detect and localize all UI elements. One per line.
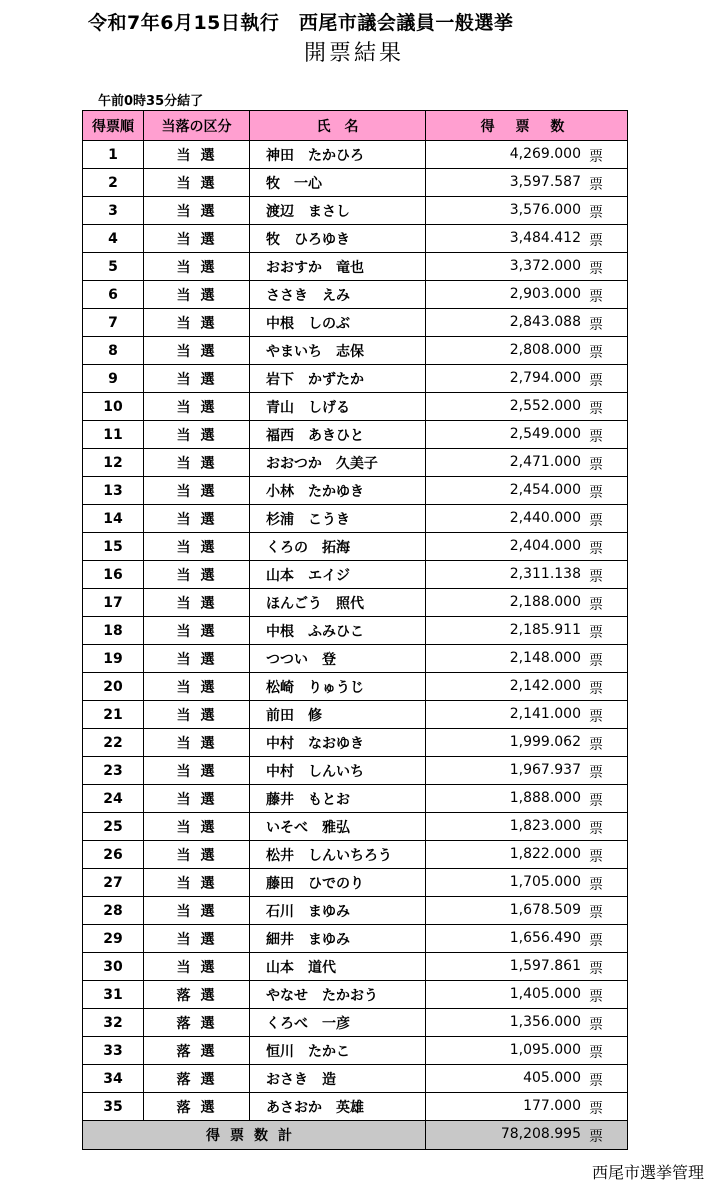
status-cell <box>144 393 250 421</box>
votes-cell <box>426 309 628 337</box>
table-row <box>83 1037 628 1065</box>
votes-cell <box>426 1065 628 1093</box>
status-cell <box>144 645 250 673</box>
rank-cell: 35 <box>83 1093 144 1121</box>
count-end-time: 午前0時35分結了 <box>98 94 204 109</box>
status-text: 当選 <box>176 623 225 640</box>
status-cell <box>144 365 250 393</box>
name-cell: おおつか 久美子 <box>250 449 426 477</box>
rank-cell: 10 <box>83 393 144 421</box>
votes-value: 2,188.000 <box>509 594 581 610</box>
votes-cell <box>426 449 628 477</box>
votes-value: 1,888.000 <box>509 790 581 806</box>
vote-unit: 票 <box>589 289 603 305</box>
vote-unit: 票 <box>589 1073 603 1089</box>
name-cell: 前田 修 <box>250 701 426 729</box>
table-row <box>83 897 628 925</box>
vote-unit: 票 <box>589 821 603 837</box>
name-cell: 岩下 かずたか <box>250 365 426 393</box>
total-votes: 78,208.995 <box>500 1126 581 1142</box>
votes-cell <box>426 337 628 365</box>
status-cell <box>144 925 250 953</box>
table-row <box>83 785 628 813</box>
table-row <box>83 589 628 617</box>
votes-cell <box>426 785 628 813</box>
table-row <box>83 953 628 981</box>
status-text: 当選 <box>176 931 225 948</box>
rank-cell: 16 <box>83 561 144 589</box>
votes-value: 2,440.000 <box>509 510 581 526</box>
name-cell: 山本 道代 <box>250 953 426 981</box>
votes-value: 1,597.861 <box>509 958 581 974</box>
page-subtitle: 開票結果 <box>303 41 404 66</box>
name-cell: いそべ 雅弘 <box>250 813 426 841</box>
votes-value: 1,356.000 <box>509 1014 581 1030</box>
rank-cell: 12 <box>83 449 144 477</box>
vote-unit: 票 <box>589 261 603 277</box>
votes-cell <box>426 925 628 953</box>
rank-cell: 15 <box>83 533 144 561</box>
votes-cell <box>426 1093 628 1121</box>
name-cell: おさき 造 <box>250 1065 426 1093</box>
votes-value: 4,269.000 <box>509 146 581 162</box>
status-text: 当選 <box>176 567 225 584</box>
votes-value: 2,794.000 <box>509 370 581 386</box>
votes-value: 3,576.000 <box>509 202 581 218</box>
votes-cell <box>426 869 628 897</box>
votes-value: 1,823.000 <box>509 818 581 834</box>
table-row <box>83 701 628 729</box>
name-cell: 山本 エイジ <box>250 561 426 589</box>
name-cell: ほんごう 照代 <box>250 589 426 617</box>
table-row <box>83 813 628 841</box>
votes-value: 2,141.000 <box>509 706 581 722</box>
vote-unit: 票 <box>589 737 603 753</box>
name-cell: 福西 あきひと <box>250 421 426 449</box>
rank-cell: 20 <box>83 673 144 701</box>
votes-value: 2,808.000 <box>509 342 581 358</box>
table-row <box>83 477 628 505</box>
table-row <box>83 169 628 197</box>
status-text: 落選 <box>176 1015 225 1032</box>
status-text: 当選 <box>176 903 225 920</box>
status-text: 当選 <box>176 315 225 332</box>
status-text: 当選 <box>176 259 225 276</box>
name-cell: 牧 ひろゆき <box>250 225 426 253</box>
vote-unit: 票 <box>589 485 603 501</box>
name-cell: 青山 しげる <box>250 393 426 421</box>
status-text: 当選 <box>176 651 225 668</box>
votes-cell <box>426 729 628 757</box>
vote-unit: 票 <box>589 793 603 809</box>
vote-unit: 票 <box>589 989 603 1005</box>
table-row <box>83 365 628 393</box>
status-text: 落選 <box>176 1043 225 1060</box>
vote-unit: 票 <box>589 401 603 417</box>
name-cell: 藤井 もとお <box>250 785 426 813</box>
status-cell <box>144 1009 250 1037</box>
vote-unit: 票 <box>589 149 603 165</box>
vote-unit: 票 <box>589 653 603 669</box>
status-cell <box>144 785 250 813</box>
status-cell <box>144 477 250 505</box>
votes-cell <box>426 813 628 841</box>
vote-unit: 票 <box>589 625 603 641</box>
votes-cell <box>426 1037 628 1065</box>
rank-cell: 3 <box>83 197 144 225</box>
votes-value: 2,903.000 <box>509 286 581 302</box>
table-row <box>83 1009 628 1037</box>
status-cell <box>144 309 250 337</box>
table-row <box>83 925 628 953</box>
status-text: 当選 <box>176 455 225 472</box>
table-row <box>83 393 628 421</box>
name-cell: 中根 しのぶ <box>250 309 426 337</box>
status-cell <box>144 1037 250 1065</box>
vote-unit: 票 <box>589 541 603 557</box>
header-rank: 得票順 <box>83 111 144 141</box>
total-label: 得票数計 <box>83 1121 426 1150</box>
votes-cell <box>426 281 628 309</box>
name-cell: あさおか 英雄 <box>250 1093 426 1121</box>
votes-cell <box>426 141 628 169</box>
vote-unit: 票 <box>589 1101 603 1117</box>
name-cell: 藤田 ひでのり <box>250 869 426 897</box>
status-cell <box>144 197 250 225</box>
table-row <box>83 533 628 561</box>
header-votes: 得 票 数 <box>426 111 628 141</box>
vote-unit: 票 <box>589 1017 603 1033</box>
votes-cell <box>426 645 628 673</box>
vote-unit: 票 <box>589 905 603 921</box>
status-text: 当選 <box>176 959 225 976</box>
name-cell: 神田 たかひろ <box>250 141 426 169</box>
status-text: 当選 <box>176 427 225 444</box>
votes-value: 177.000 <box>523 1098 581 1114</box>
votes-cell <box>426 477 628 505</box>
votes-cell <box>426 197 628 225</box>
total-row <box>83 1121 628 1150</box>
rank-cell: 29 <box>83 925 144 953</box>
rank-cell: 31 <box>83 981 144 1009</box>
votes-value: 2,148.000 <box>509 650 581 666</box>
status-text: 当選 <box>176 763 225 780</box>
name-cell: くろべ 一彦 <box>250 1009 426 1037</box>
votes-cell <box>426 169 628 197</box>
name-cell: 渡辺 まさし <box>250 197 426 225</box>
rank-cell: 13 <box>83 477 144 505</box>
status-text: 落選 <box>176 1099 225 1116</box>
votes-cell <box>426 533 628 561</box>
status-cell <box>144 981 250 1009</box>
votes-cell <box>426 673 628 701</box>
status-text: 当選 <box>176 231 225 248</box>
vote-unit: 票 <box>589 177 603 193</box>
votes-cell <box>426 421 628 449</box>
name-cell: 細井 まゆみ <box>250 925 426 953</box>
status-text: 当選 <box>176 511 225 528</box>
votes-value: 1,678.509 <box>509 902 581 918</box>
vote-unit: 票 <box>589 961 603 977</box>
votes-cell <box>426 365 628 393</box>
vote-unit: 票 <box>589 373 603 389</box>
votes-cell <box>426 505 628 533</box>
status-text: 落選 <box>176 1071 225 1088</box>
votes-value: 2,185.911 <box>509 622 581 638</box>
rank-cell: 24 <box>83 785 144 813</box>
table-row <box>83 673 628 701</box>
votes-cell <box>426 561 628 589</box>
status-cell <box>144 869 250 897</box>
vote-unit: 票 <box>589 317 603 333</box>
status-cell <box>144 281 250 309</box>
rank-cell: 18 <box>83 617 144 645</box>
status-cell <box>144 169 250 197</box>
votes-cell <box>426 1009 628 1037</box>
votes-value: 2,142.000 <box>509 678 581 694</box>
status-cell <box>144 1093 250 1121</box>
rank-cell: 25 <box>83 813 144 841</box>
status-text: 当選 <box>176 203 225 220</box>
votes-value: 3,372.000 <box>509 258 581 274</box>
status-text: 当選 <box>176 371 225 388</box>
status-cell <box>144 589 250 617</box>
table-row <box>83 1065 628 1093</box>
status-cell <box>144 421 250 449</box>
votes-value: 405.000 <box>523 1070 581 1086</box>
rank-cell: 9 <box>83 365 144 393</box>
rank-cell: 27 <box>83 869 144 897</box>
status-cell <box>144 953 250 981</box>
header-name: 氏 名 <box>250 111 426 141</box>
rank-cell: 34 <box>83 1065 144 1093</box>
page-title: 令和7年6月15日執行 西尾市議会議員一般選挙 <box>88 12 514 34</box>
table-row <box>83 309 628 337</box>
table-row <box>83 561 628 589</box>
rank-cell: 1 <box>83 141 144 169</box>
name-cell: 松崎 りゅうじ <box>250 673 426 701</box>
votes-value: 1,999.062 <box>509 734 581 750</box>
rank-cell: 4 <box>83 225 144 253</box>
table-row <box>83 617 628 645</box>
votes-value: 2,843.088 <box>509 314 581 330</box>
votes-value: 1,967.937 <box>509 762 581 778</box>
status-text: 当選 <box>176 147 225 164</box>
votes-value: 1,822.000 <box>509 846 581 862</box>
header-status: 当落の区分 <box>144 111 250 141</box>
votes-cell <box>426 757 628 785</box>
votes-cell <box>426 701 628 729</box>
votes-value: 3,484.412 <box>509 230 581 246</box>
name-cell: 中村 なおゆき <box>250 729 426 757</box>
rank-cell: 8 <box>83 337 144 365</box>
vote-unit: 票 <box>589 709 603 725</box>
status-cell <box>144 757 250 785</box>
results-body <box>83 141 628 1121</box>
status-text: 落選 <box>176 987 225 1004</box>
name-cell: 松井 しんいちろう <box>250 841 426 869</box>
name-cell: やまいち 志保 <box>250 337 426 365</box>
status-cell <box>144 561 250 589</box>
table-row <box>83 141 628 169</box>
table-row <box>83 841 628 869</box>
votes-value: 1,405.000 <box>509 986 581 1002</box>
table-row <box>83 421 628 449</box>
name-cell: 中根 ふみひこ <box>250 617 426 645</box>
status-text: 当選 <box>176 679 225 696</box>
status-text: 当選 <box>176 875 225 892</box>
votes-value: 2,552.000 <box>509 398 581 414</box>
table-row <box>83 197 628 225</box>
rank-cell: 22 <box>83 729 144 757</box>
status-cell <box>144 701 250 729</box>
vote-unit: 票 <box>589 849 603 865</box>
rank-cell: 28 <box>83 897 144 925</box>
status-cell <box>144 617 250 645</box>
votes-cell <box>426 981 628 1009</box>
status-text: 当選 <box>176 399 225 416</box>
rank-cell: 30 <box>83 953 144 981</box>
votes-cell <box>426 953 628 981</box>
name-cell: 杉浦 こうき <box>250 505 426 533</box>
vote-unit: 票 <box>589 345 603 361</box>
votes-value: 2,454.000 <box>509 482 581 498</box>
rank-cell: 19 <box>83 645 144 673</box>
votes-value: 2,471.000 <box>509 454 581 470</box>
status-cell <box>144 897 250 925</box>
name-cell: 石川 まゆみ <box>250 897 426 925</box>
total-votes-cell <box>426 1121 628 1150</box>
status-text: 当選 <box>176 791 225 808</box>
vote-unit: 票 <box>589 205 603 221</box>
rank-cell: 32 <box>83 1009 144 1037</box>
rank-cell: 7 <box>83 309 144 337</box>
rank-cell: 2 <box>83 169 144 197</box>
table-row <box>83 1093 628 1121</box>
status-cell <box>144 141 250 169</box>
votes-cell <box>426 841 628 869</box>
votes-cell <box>426 393 628 421</box>
results-table <box>82 110 628 1150</box>
votes-value: 2,549.000 <box>509 426 581 442</box>
table-row <box>83 337 628 365</box>
status-text: 当選 <box>176 819 225 836</box>
table-row <box>83 225 628 253</box>
name-cell: 小林 たかゆき <box>250 477 426 505</box>
name-cell: くろの 拓海 <box>250 533 426 561</box>
votes-value: 1,705.000 <box>509 874 581 890</box>
status-text: 当選 <box>176 847 225 864</box>
status-text: 当選 <box>176 595 225 612</box>
table-row <box>83 253 628 281</box>
status-text: 当選 <box>176 539 225 556</box>
rank-cell: 17 <box>83 589 144 617</box>
status-cell <box>144 505 250 533</box>
table-row <box>83 869 628 897</box>
vote-unit: 票 <box>589 457 603 473</box>
status-cell <box>144 841 250 869</box>
vote-unit: 票 <box>589 429 603 445</box>
vote-unit: 票 <box>589 513 603 529</box>
vote-unit: 票 <box>589 933 603 949</box>
status-cell <box>144 337 250 365</box>
vote-unit: 票 <box>589 1045 603 1061</box>
vote-unit: 票 <box>589 877 603 893</box>
rank-cell: 21 <box>83 701 144 729</box>
votes-value: 1,095.000 <box>509 1042 581 1058</box>
name-cell: 恒川 たかこ <box>250 1037 426 1065</box>
name-cell: ささき えみ <box>250 281 426 309</box>
name-cell: 中村 しんいち <box>250 757 426 785</box>
name-cell: 牧 一心 <box>250 169 426 197</box>
status-cell <box>144 449 250 477</box>
table-row <box>83 645 628 673</box>
status-cell <box>144 225 250 253</box>
rank-cell: 23 <box>83 757 144 785</box>
votes-cell <box>426 897 628 925</box>
total-vote-unit: 票 <box>589 1129 603 1145</box>
rank-cell: 6 <box>83 281 144 309</box>
status-text: 当選 <box>176 175 225 192</box>
rank-cell: 5 <box>83 253 144 281</box>
name-cell: おおすか 竜也 <box>250 253 426 281</box>
votes-cell <box>426 225 628 253</box>
table-row <box>83 281 628 309</box>
vote-unit: 票 <box>589 233 603 249</box>
status-cell <box>144 673 250 701</box>
status-cell <box>144 729 250 757</box>
status-cell <box>144 533 250 561</box>
vote-unit: 票 <box>589 569 603 585</box>
rank-cell: 11 <box>83 421 144 449</box>
status-text: 当選 <box>176 483 225 500</box>
name-cell: つつい 登 <box>250 645 426 673</box>
status-cell <box>144 813 250 841</box>
votes-value: 2,311.138 <box>509 566 581 582</box>
vote-unit: 票 <box>589 765 603 781</box>
rank-cell: 14 <box>83 505 144 533</box>
votes-value: 2,404.000 <box>509 538 581 554</box>
votes-cell <box>426 617 628 645</box>
rank-cell: 33 <box>83 1037 144 1065</box>
votes-value: 1,656.490 <box>509 930 581 946</box>
status-text: 当選 <box>176 287 225 304</box>
votes-cell <box>426 253 628 281</box>
issuer-footer: 西尾市選挙管理 <box>591 1163 704 1182</box>
table-header-row <box>83 111 628 141</box>
status-text: 当選 <box>176 735 225 752</box>
vote-unit: 票 <box>589 681 603 697</box>
table-row <box>83 729 628 757</box>
status-text: 当選 <box>176 343 225 360</box>
table-row <box>83 505 628 533</box>
status-cell <box>144 1065 250 1093</box>
name-cell: やなせ たかおう <box>250 981 426 1009</box>
table-row <box>83 757 628 785</box>
status-text: 当選 <box>176 707 225 724</box>
votes-value: 3,597.587 <box>509 174 581 190</box>
status-cell <box>144 253 250 281</box>
rank-cell: 26 <box>83 841 144 869</box>
vote-unit: 票 <box>589 597 603 613</box>
votes-cell <box>426 589 628 617</box>
table-row <box>83 449 628 477</box>
table-row <box>83 981 628 1009</box>
